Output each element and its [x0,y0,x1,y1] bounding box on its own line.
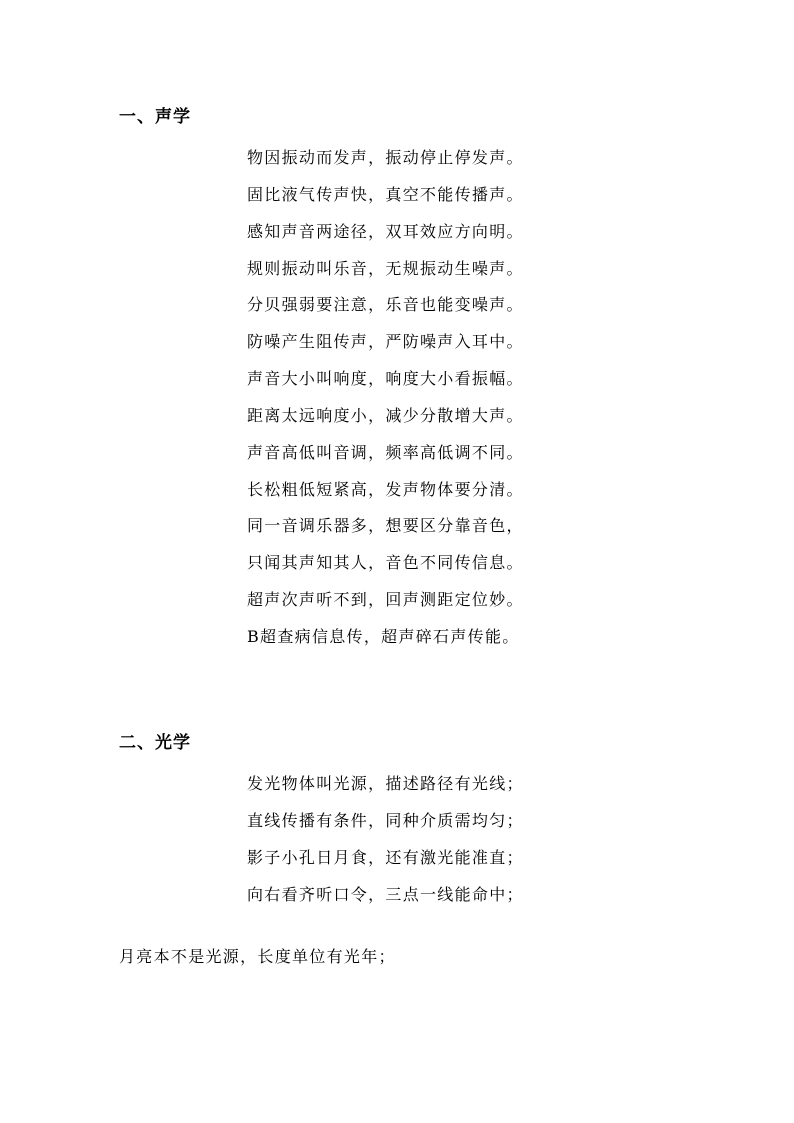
verse-line: 长松粗低短紧高，发声物体要分清。 [247,479,524,499]
verse-line: 同一音调乐器多，想要区分靠音色， [247,516,524,536]
verse-line: 直线传播有条件，同种介质需均匀； [247,810,524,830]
verse-line: 向右看齐听口令，三点一线能命中； [247,884,524,904]
verse-line: 声音高低叫音调，频率高低调不同。 [247,442,524,462]
verse-line: 声音大小叫响度，响度大小看振幅。 [247,369,524,389]
verse-line: 防噪产生阻传声，严防噪声入耳中。 [247,332,524,352]
section-heading-optics: 二、光学 [119,733,191,753]
section-heading-acoustics: 一、声学 [119,107,191,127]
verse-line: 发光物体叫光源，描述路径有光线； [247,774,524,793]
verse-line: 物因振动而发声，振动停止停发声。 [247,148,524,167]
verse-line: 距离太远响度小，减少分散增大声。 [247,405,524,425]
verse-line: B超查病信息传，超声碎石声传能。 [247,626,520,646]
verse-line: 只闻其声知其人，音色不同传信息。 [247,553,524,573]
verse-line: 规则振动叫乐音，无规振动生噪声。 [247,258,524,278]
verse-line: 感知声音两途径，双耳效应方向明。 [247,221,524,241]
verse-line: 固比液气传声快，真空不能传播声。 [247,184,524,204]
verse-line: 超声次声听不到，回声测距定位妙。 [247,590,524,610]
tail-verse-line: 月亮本不是光源，长度单位有光年； [119,947,396,966]
verse-line: 影子小孔日月食，还有激光能准直； [247,847,524,867]
verse-block-optics [247,774,524,921]
verse-line: 分贝强弱要注意，乐音也能变噪声。 [247,295,524,315]
verse-block-acoustics [247,148,524,664]
